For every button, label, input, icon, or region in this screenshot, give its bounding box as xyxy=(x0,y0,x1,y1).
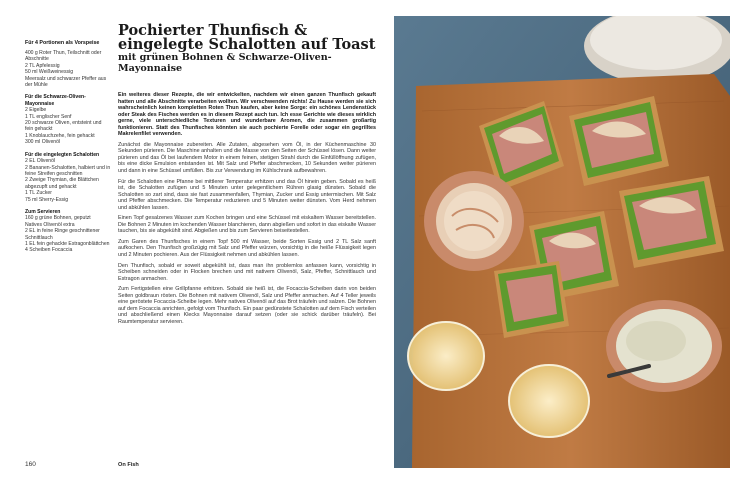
ingredient-line: 2 EL in feine Ringe geschnittener Schnittlauch xyxy=(25,228,100,241)
ingredient-line: Natives Olivenöl extra xyxy=(25,221,75,228)
page-number: 160 xyxy=(25,461,36,468)
method-paragraph: Zum Fertigstellen eine Grillpfanne erhitzen. Sobald sie heiß ist, die Focaccia-Scheiben darin von beiden Seiten goldbraun rösten. Die Bohnen mit nativem Olivenöl, Salz und Pfeffer anmachen. Auf 4 Teller jeweils eine geröstete Focaccia-Scheibe legen. Mehr natives Olivenöl auf das Brot träufeln und salzen. Die Bohnen auf dem Focaccia anrichten, gefolgt vom Thunfisch. Ein paar gedünstete Schalotten auf dem Fisch verteilen und abschließend einen Klecks Mayonnaise darauf setzen (oder sie schick darüber träufeln). Bei Raumtemperatur servieren. xyxy=(118,286,376,325)
glass-left xyxy=(408,322,484,390)
ingredient-line: 300 ml Olivenöl xyxy=(25,139,61,146)
ingredient-line: 2 EL Olivenöl xyxy=(25,158,56,165)
tuna-toast-photo xyxy=(394,16,730,468)
ingredient-group-heading: Zum Servieren xyxy=(25,208,61,215)
method-paragraph: Für die Schalotten eine Pfanne bei mittlerer Temperatur erhitzen und das Öl hinein geben. Sobald es heiß ist, die Schalotten zufügen und 5 Minuten unter gelegentlichem Rühren glasig dünsten. Sobald die Schalotten so zart sind, dass sie fast zusammenfallen, Thymian, Zucker und Essig untermischen. Mit Salz und Pfeffer abschmecken. Die Temperatur reduzieren und 5 Minuten weiter dünsten. Vom Herd nehmen und abkühlen lassen. xyxy=(118,178,376,211)
glass-right xyxy=(509,365,589,437)
recipe-subtitle: mit grünen Bohnen & Schwarze-Oliven-Mayonnaise xyxy=(118,52,332,74)
portions-label: Für 4 Portionen als Vorspeise xyxy=(25,40,100,46)
ingredient-line: 2 Bananen-Schalotten, halbiert und in feine Streifen geschnitten xyxy=(25,164,111,177)
chapter-footer: On Fish xyxy=(118,462,139,468)
ingredient-line: 2 TL Apfelessig xyxy=(25,62,60,69)
ingredient-group xyxy=(25,209,111,254)
toast-bottom xyxy=(494,261,569,338)
ingredient-group-heading: Für die eingelegten Schalotten xyxy=(25,151,100,158)
recipe-method xyxy=(118,92,376,330)
ingredient-group xyxy=(25,152,111,203)
ingredient-line: 50 ml Weißweinessig xyxy=(25,69,74,76)
ingredient-group xyxy=(25,94,111,145)
method-paragraph: Zunächst die Mayonnaise zubereiten. Alle Zutaten, abgesehen vom Öl, in der Küchenmaschine 30 Sekunden pürieren. Die Maschine anhalten und die Masse von den Seiten der Schüssel lösen. Dann weiter pürieren und das Öl bei laufendem Motor in einem feinen, stetigen Strahl durch die Einfüllöffnung zufügen, bis eine dicke Emulsion entstanden ist. Mit Salz und Pfeffer abschmecken, 10 Sekunden weiter pürieren und dann in eine Schüssel umfüllen. Bis zur Verwendung im Kühlschrank aufbewahren. xyxy=(118,141,376,175)
food-photo xyxy=(394,16,730,468)
ingredient-line: 20 schwarze Oliven, entsteint und fein gehackt xyxy=(25,120,102,133)
ingredient-line: 75 ml Sherry-Essig xyxy=(25,196,69,203)
ingredient-line: 4 Scheiben Focaccia xyxy=(25,247,73,254)
ingredient-line: 1 EL fein gehackte Estragonblättchen xyxy=(25,240,110,247)
recipe-title: Pochierter Thunfisch & eingelegte Schalotten auf Toast xyxy=(118,22,376,53)
shallot-bowl xyxy=(424,171,524,271)
method-paragraph: Einen Topf gesalzenes Wasser zum Kochen bringen und eine Schüssel mit eiskaltem Wasser bereitstellen. Die Bohnen 2 Minuten im kochenden Wasser blanchieren, dann abgießen und sofort in das eiskalte Wasser tauchen, bis sie abgekühlt sind. Abgießen und bis zum Servieren beiseitestellen. xyxy=(118,215,376,235)
method-paragraph: Den Thunfisch, sobald er soweit abgekühlt ist, dass man ihn problemlos anfassen kann, vorsichtig in Scheiben schneiden oder in Flocken brechen und mit nativem Olivenöl, Salz, Pfeffer, Schnittlauch und Estragon anmachen. xyxy=(118,262,376,282)
ingredient-line: 2 Zweige Thymian, die Blättchen abgezupft und gehackt xyxy=(25,177,99,190)
mayo-bowl xyxy=(606,300,722,392)
ingredient-line: 1 Knoblauchzehe, fein gehackt xyxy=(25,132,95,139)
method-paragraph: Zum Garen des Thunfisches in einem Topf 500 ml Wasser, beide Sorten Essig und 2 TL Salz sanft aufkochen. Den Thunfisch großzügig mit Salz und Pfeffer würzen, vorsichtig in die heiße Flüssigkeit legen und 2 Minuten pochieren. Aus der Flüssigkeit nehmen und abkühlen lassen. xyxy=(118,238,376,259)
ingredient-line: 1 TL Zucker xyxy=(25,190,52,197)
ingredient-list xyxy=(25,50,111,260)
ingredient-line: Meersalz und schwarzer Pfeffer aus der Mühle xyxy=(25,75,107,89)
intro-paragraph: Ein weiteres dieser Rezepte, die wir entwickelten, nachdem wir einen ganzen Thunfisch gekauft hatten und alle Abschnitte verarbeiten wollten. Wir verschwenden nichts! Zu Hause werden sie sich wahrscheinlich keinen kompletten Roten Thun kaufen, aber keine Sorge: ein schönes Lendenstück oder Steak des Fisches werden es in diesem Rezept auch tun. Ich esse Gerichte wie dieses wirklich gerne, viele unterschiedliche Texturen und wunderbare Aromen, die zusammen großartig funktionieren. Statt des Thunfisches könnten sie auch pochierte Forelle oder sogar ein gegrilltes Makrelenfilet verwenden. xyxy=(118,92,376,138)
ingredient-line: 160 g grüne Bohnen, geputzt xyxy=(25,215,91,222)
ingredient-group xyxy=(25,50,111,88)
ingredient-line: 1 TL englischer Senf xyxy=(25,113,72,120)
ingredient-line: 400 g Roter Thun, Teilschnitt oder Abschnitte xyxy=(25,50,102,63)
ingredient-group-heading: Für die Schwarze-Oliven-Mayonnaise xyxy=(25,94,86,107)
ingredient-line: 2 Eigelbe xyxy=(25,107,47,114)
